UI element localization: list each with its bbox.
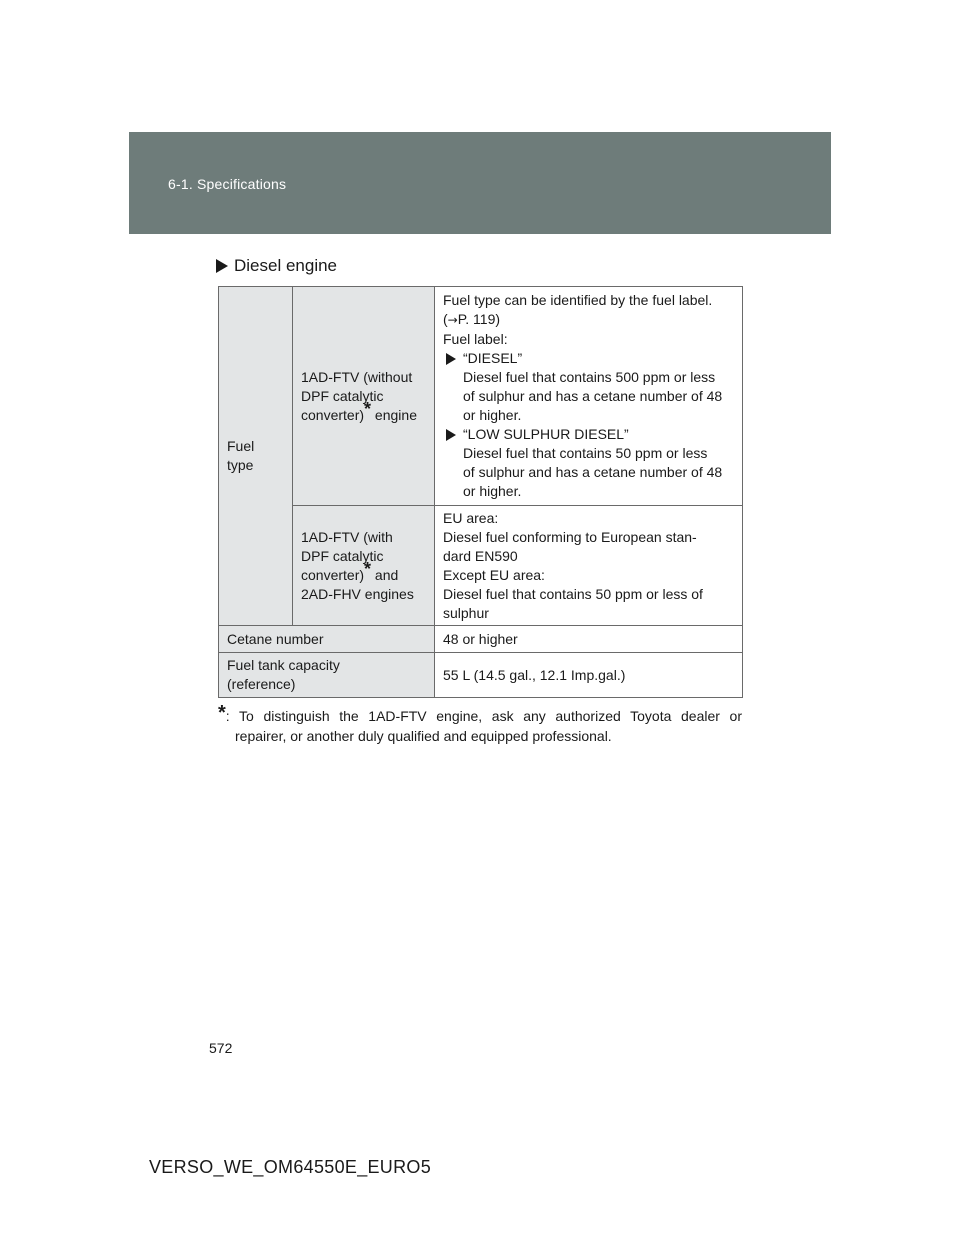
fuel-type-label: type — [227, 457, 254, 473]
description-text: Except EU area: — [443, 566, 545, 583]
description-text: Diesel fuel that contains 50 ppm or less of — [443, 585, 703, 602]
engine-name-part: engine — [371, 406, 417, 423]
fuel-spec-table — [218, 286, 743, 698]
subsection-heading — [216, 256, 337, 276]
tank-capacity-label-cell — [219, 653, 435, 698]
bullet-text: of sulphur and has a cetane number of 48 — [463, 464, 723, 480]
right-arrow-icon: → — [447, 313, 458, 327]
triangle-bullet-icon — [216, 259, 228, 273]
table-row — [219, 506, 743, 626]
footnote-text: : To distinguish the 1AD-FTV engine, ask any authorized Toyota dealer or — [225, 708, 742, 724]
bullet-text: or higher. — [463, 483, 522, 499]
engine-name: DPF catalytic — [301, 547, 384, 564]
description-text: dard EN590 — [443, 547, 518, 564]
list-item — [443, 425, 734, 444]
fuel-description-cell — [435, 287, 743, 506]
engine-name — [301, 558, 426, 585]
section-title: 6-1. Specifications — [168, 176, 287, 192]
bullet-text: Diesel fuel that contains 50 ppm or less — [463, 445, 708, 461]
fuel-description-cell — [435, 506, 743, 626]
cetane-value-cell: 48 or higher — [435, 626, 743, 653]
table-row — [219, 287, 743, 506]
reference-page: P. 119) — [457, 311, 501, 327]
engine-name: 1AD-FTV (with — [301, 528, 393, 545]
engine-name: 2AD-FHV engines — [301, 585, 414, 602]
page-reference — [443, 310, 734, 330]
list-item — [443, 349, 734, 368]
footnote-star: * — [364, 398, 372, 419]
reference-part: ( — [443, 311, 448, 327]
engine-name-part: converter) — [301, 566, 365, 583]
engine-name: 1AD-FTV (without — [301, 368, 413, 385]
tank-capacity-value-cell: 55 L (14.5 gal., 12.1 Imp.gal.) — [435, 653, 743, 698]
subsection-label: Diesel engine — [234, 256, 338, 275]
bullet-title: “DIESEL” — [463, 350, 523, 366]
label-text: Fuel tank capacity — [227, 657, 340, 673]
fuel-type-label: Fuel — [227, 438, 255, 454]
engine-name-part: converter) — [301, 406, 365, 423]
footnote-star: * — [364, 558, 372, 579]
triangle-bullet-icon — [446, 353, 456, 365]
table-row — [219, 626, 743, 653]
description-text: EU area: — [443, 509, 499, 526]
cetane-label-cell: Cetane number — [219, 626, 435, 653]
engine-cell-with-dpf — [293, 506, 435, 626]
table-row — [219, 653, 743, 698]
description-text: Fuel type can be identified by the fuel label. — [443, 292, 713, 308]
description-text: Fuel label: — [443, 331, 508, 347]
bullet-text: or higher. — [463, 407, 522, 423]
engine-name-part: and — [371, 566, 399, 583]
document-code: VERSO_WE_OM64550E_EURO5 — [149, 1157, 432, 1177]
footnote-line — [218, 702, 742, 726]
engine-name — [301, 398, 426, 425]
fuel-type-label-cell — [219, 287, 293, 626]
page-number: 572 — [209, 1040, 233, 1056]
footnote — [218, 702, 742, 746]
footnote-star: * — [218, 702, 226, 724]
bullet-title: “LOW SULPHUR DIESEL” — [463, 426, 629, 442]
triangle-bullet-icon — [446, 429, 456, 441]
description-text: Diesel fuel conforming to European stan- — [443, 528, 697, 545]
bullet-text: of sulphur and has a cetane number of 48 — [463, 388, 723, 404]
label-text: (reference) — [227, 676, 296, 692]
section-header-band — [129, 132, 831, 234]
description-text: sulphur — [443, 604, 489, 621]
engine-name: DPF catalytic — [301, 387, 384, 404]
footnote-text: repairer, or another duly qualified and equipped professional. — [235, 728, 612, 744]
engine-cell-without-dpf — [293, 287, 435, 506]
bullet-text: Diesel fuel that contains 500 ppm or less — [463, 369, 716, 385]
